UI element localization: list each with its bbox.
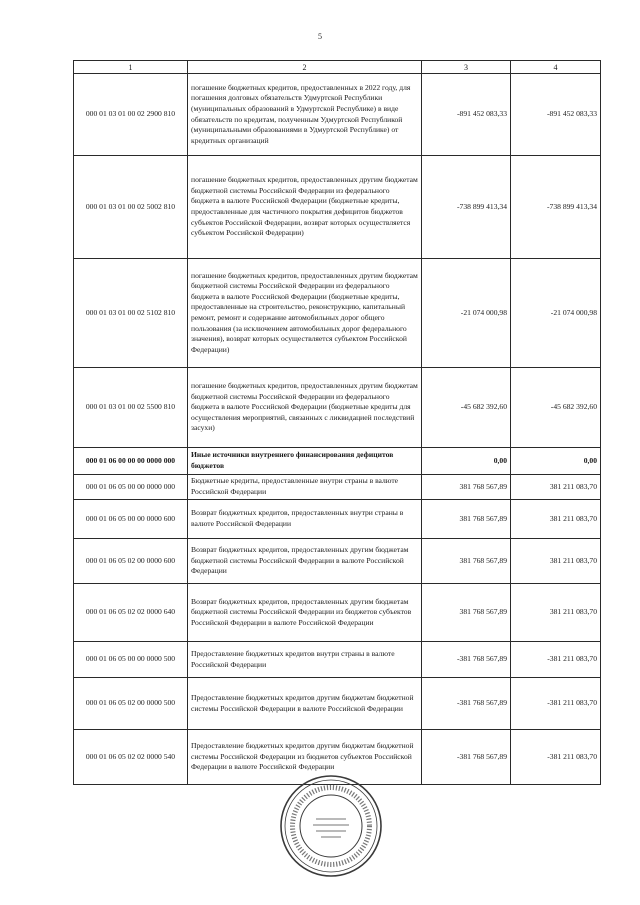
table-header-row [74,61,601,74]
table-row [74,156,601,259]
row-value-col4: -738 899 413,34 [511,156,601,259]
row-value-col4: 381 211 083,70 [511,475,601,500]
row-code: 000 01 03 01 00 02 5002 810 [74,156,188,259]
row-value-col3: -738 899 413,34 [422,156,511,259]
row-code: 000 01 06 05 00 00 0000 500 [74,642,188,678]
row-value-col3: -891 452 083,33 [422,74,511,156]
row-value-col4: -21 074 000,98 [511,259,601,368]
official-seal-stamp [278,773,384,884]
row-description: погашение бюджетных кредитов, предоставленных другим бюджетам бюджетной системы Российской Федерации из федерального бюджета в валюте Российской Федерации (бюджетные кредиты, предоставленные для частичного покрытия дефицитов бюджетов субъектов Российской Федерации, возврат которых осуществляется субъектом Российской Федерации) [188,156,422,259]
table-row [74,475,601,500]
seal-ring-lettering [293,788,370,865]
row-code: 000 01 06 05 00 00 0000 600 [74,500,188,539]
header-col-3: 3 [422,61,511,74]
table-row [74,259,601,368]
row-value-col4: 0,00 [511,448,601,475]
row-value-col3: 381 768 567,89 [422,584,511,642]
row-value-col3: 0,00 [422,448,511,475]
row-description: Возврат бюджетных кредитов, предоставленных другим бюджетам бюджетной системы Российской Федерации из бюджетов субъектов Российской Федерации в валюте Российской Федерации [188,584,422,642]
row-description: Предоставление бюджетных кредитов другим бюджетам бюджетной системы Российской Федерации в валюте Российской Федерации [188,678,422,730]
row-code: 000 01 03 01 00 02 5500 810 [74,368,188,448]
row-value-col3: -381 768 567,89 [422,730,511,785]
row-description: погашение бюджетных кредитов, предоставленных другим бюджетам бюджетной системы Российской Федерации из федерального бюджета в валюте Российской Федерации (бюджетные кредиты, предоставленные на строительство, реконструкцию, капитальный ремонт, ремонт и содержание автомобильных дорог общего пользования (за исключением автомобильных дорог федерального значения), возврат которых осуществляется субъектом Российской Федерации) [188,259,422,368]
table-row [74,678,601,730]
header-col-2: 2 [188,61,422,74]
row-description: Возврат бюджетных кредитов, предоставленных внутри страны в валюте Российской Федерации [188,500,422,539]
row-description: погашение бюджетных кредитов, предоставленных другим бюджетам бюджетной системы Российской Федерации из федерального бюджета в валюте Российской Федерации (бюджетные кредиты для осуществления мероприятий, связанных с ликвидацией последствий засухи) [188,368,422,448]
table-row [74,539,601,584]
row-value-col4: -381 211 083,70 [511,730,601,785]
table-row [74,448,601,475]
row-value-col3: 381 768 567,89 [422,475,511,500]
row-value-col4: 381 211 083,70 [511,500,601,539]
row-description: Иные источники внутреннего финансирования дефицитов бюджетов [188,448,422,475]
seal-center-lettering [313,819,349,837]
row-value-col4: -381 211 083,70 [511,678,601,730]
header-col-4: 4 [511,61,601,74]
row-description: Предоставление бюджетных кредитов другим бюджетам бюджетной системы Российской Федерации из бюджетов субъектов Российской Федерации в валюте Российской Федерации [188,730,422,785]
row-value-col4: -381 211 083,70 [511,642,601,678]
row-code: 000 01 06 05 00 00 0000 000 [74,475,188,500]
seal-outer-ring [281,776,381,876]
row-value-col3: -381 768 567,89 [422,642,511,678]
seal-inner-ring [300,795,362,857]
row-code: 000 01 03 01 00 02 5102 810 [74,259,188,368]
row-description: Предоставление бюджетных кредитов внутри страны в валюте Российской Федерации [188,642,422,678]
budget-sources-table [73,60,601,785]
seal-graphic [278,773,384,879]
row-code: 000 01 06 05 02 00 0000 500 [74,678,188,730]
row-value-col3: 381 768 567,89 [422,500,511,539]
seal-outer-inner-ring [285,780,377,872]
row-value-col3: -21 074 000,98 [422,259,511,368]
row-code: 000 01 06 05 02 00 0000 600 [74,539,188,584]
row-value-col3: -45 682 392,60 [422,368,511,448]
row-value-col3: -381 768 567,89 [422,678,511,730]
row-value-col4: -45 682 392,60 [511,368,601,448]
table-row [74,642,601,678]
table-row [74,500,601,539]
row-code: 000 01 03 01 00 02 2900 810 [74,74,188,156]
row-value-col3: 381 768 567,89 [422,539,511,584]
table-row [74,74,601,156]
row-value-col4: 381 211 083,70 [511,584,601,642]
row-description: Бюджетные кредиты, предоставленные внутри страны в валюте Российской Федерации [188,475,422,500]
row-code: 000 01 06 05 02 02 0000 540 [74,730,188,785]
header-col-1: 1 [74,61,188,74]
page-number: 5 [318,32,322,41]
table-row [74,368,601,448]
row-value-col4: 381 211 083,70 [511,539,601,584]
row-code: 000 01 06 05 02 02 0000 640 [74,584,188,642]
row-description: погашение бюджетных кредитов, предоставленных в 2022 году, для погашения долговых обязательств Удмуртской Республики (муниципальных образований в Удмуртской Республике) в виде обязательств по кредитам, полученным Удмуртской Республикой (муниципальными образованиями в Удмуртской Республике) от кредитных организаций [188,74,422,156]
row-value-col4: -891 452 083,33 [511,74,601,156]
row-description: Возврат бюджетных кредитов, предоставленных другим бюджетам бюджетной системы Российской Федерации в валюте Российской Федерации [188,539,422,584]
row-code: 000 01 06 00 00 00 0000 000 [74,448,188,475]
table-row [74,584,601,642]
